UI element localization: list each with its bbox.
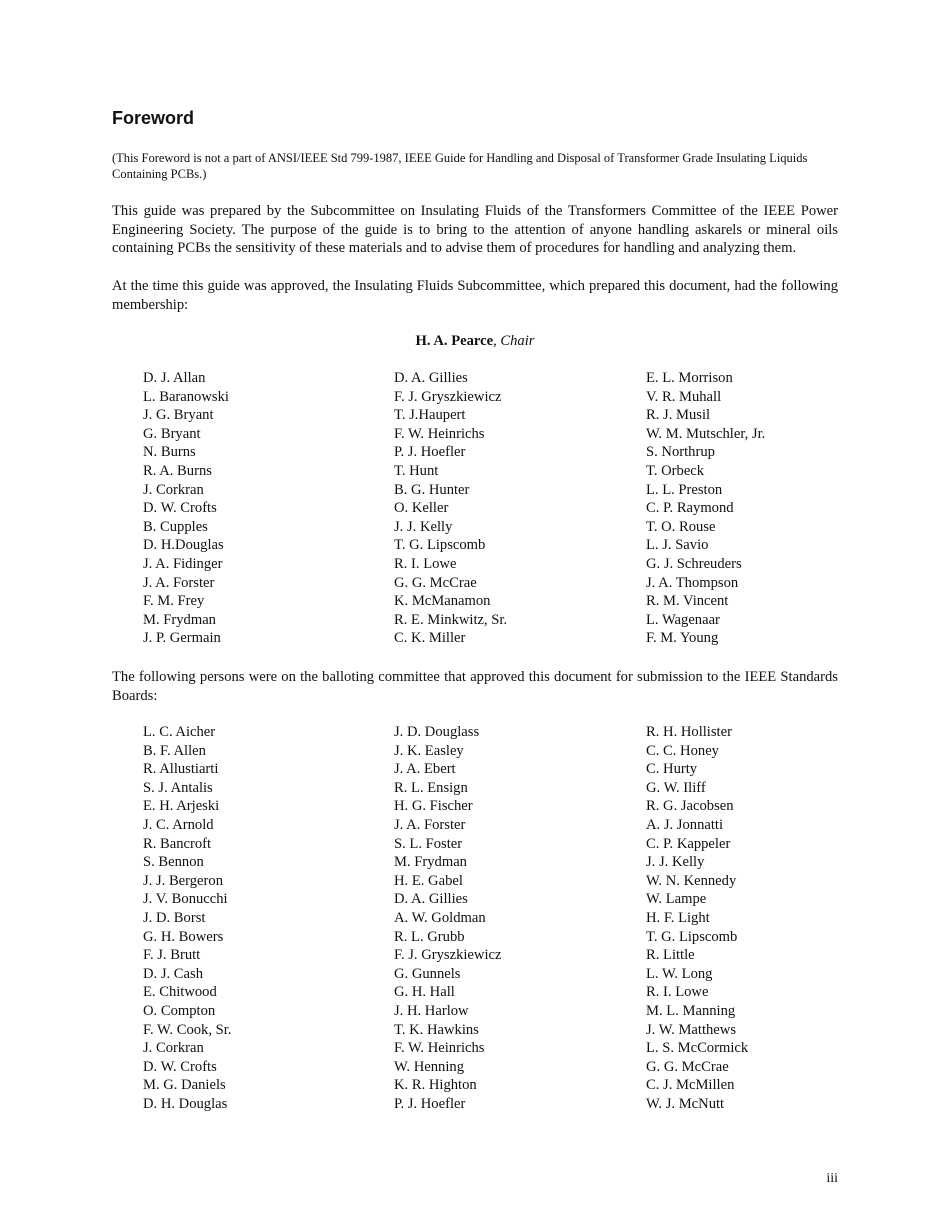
ballot-member-name: B. F. Allen (143, 742, 206, 759)
member-name: D. H.Douglas (143, 537, 224, 554)
member-name: D. J. Allan (143, 370, 206, 386)
member-name: T. Orbeck (646, 462, 705, 479)
member-name: G. G. McCrae (394, 574, 477, 591)
ballot-member-name: J. D. Borst (143, 909, 206, 926)
ballot-member-name: R. L. Grubb (394, 928, 465, 945)
member-name: J. A. Forster (143, 574, 215, 591)
member-name: G. J. Schreuders (646, 555, 742, 572)
member-name: D. W. Crofts (143, 500, 217, 517)
member-name: T. O. Rouse (646, 518, 716, 535)
member-name: L. J. Savio (646, 537, 709, 554)
member-name: R. E. Minkwitz, Sr. (394, 611, 508, 628)
ballot-member-name: G. Gunnels (394, 965, 461, 982)
member-name: J. P. Germain (143, 630, 221, 647)
member-name: P. J. Hoefler (394, 444, 466, 461)
page-title: Foreword (112, 108, 195, 128)
member-name: D. A. Gillies (394, 370, 468, 386)
member-name: E. L. Morrison (646, 370, 733, 386)
ballot-member-name: T. G. Lipscomb (646, 928, 738, 945)
member-name: V. R. Muhall (646, 388, 722, 405)
ballot-paragraph: The following persons were on the balloting committee that approved this document for submission to the IEEE Standards Boards: (112, 669, 838, 704)
ballot-member-name: G. W. Iliff (646, 779, 706, 796)
member-name: C. P. Raymond (646, 500, 734, 517)
ballot-member-name: J. Corkran (143, 1040, 204, 1057)
member-name: N. Burns (143, 444, 196, 461)
member-name: G. Bryant (143, 425, 201, 442)
ballot-member-name: E. H. Arjeski (143, 798, 220, 815)
member-name: B. Cupples (143, 518, 208, 535)
ballot-member-name: J. W. Matthews (646, 1021, 736, 1038)
member-name: C. K. Miller (394, 630, 466, 647)
member-name-column (646, 369, 765, 648)
ballot-member-name: J. K. Easley (394, 742, 464, 759)
member-name: R. M. Vincent (646, 593, 729, 610)
member-name: O. Keller (394, 500, 449, 517)
page-number: iii (826, 1171, 838, 1186)
ballot-member-name: W. N. Kennedy (646, 872, 737, 889)
ballot-member-name: L. C. Aicher (143, 724, 216, 740)
ballot-member-name: D. J. Cash (143, 965, 203, 982)
member-name: J. A. Fidinger (143, 555, 223, 572)
ballot-member-name: J. D. Douglass (394, 724, 480, 740)
member-name: L. Wagenaar (646, 611, 720, 628)
member-name: J. Corkran (143, 481, 204, 498)
ballot-member-name: D. W. Crofts (143, 1058, 217, 1075)
ballot-member-name: A. W. Goldman (394, 909, 486, 926)
ballot-member-name: F. W. Heinrichs (394, 1040, 485, 1057)
member-name: R. A. Burns (143, 462, 212, 479)
member-name: F. J. Gryszkiewicz (394, 388, 502, 405)
member-name: B. G. Hunter (394, 481, 470, 498)
ballot-member-name: D. H. Douglas (143, 1095, 228, 1112)
ballot-member-name: O. Compton (143, 1002, 216, 1019)
ballot-member-name: J. A. Forster (394, 816, 466, 833)
ballot-member-name: G. G. McCrae (646, 1058, 729, 1075)
ballot-member-name: F. J. Gryszkiewicz (394, 947, 502, 964)
ballot-member-name: J. V. Bonucchi (143, 891, 228, 908)
ballot-member-name: R. Little (646, 947, 695, 964)
member-name: W. M. Mutschler, Jr. (646, 425, 766, 442)
member-name: F. W. Heinrichs (394, 425, 485, 442)
ballot-member-name: F. J. Brutt (143, 947, 201, 964)
membership-paragraph: At the time this guide was approved, the Insulating Fluids Subcommittee, which prepared this document, had the following membership: (112, 278, 838, 313)
chair-line (112, 332, 838, 350)
ballot-member-name: R. H. Hollister (646, 724, 732, 740)
ballot-member-name: G. H. Hall (394, 984, 455, 1001)
member-name: K. McManamon (394, 593, 491, 610)
ballot-member-name: D. A. Gillies (394, 891, 468, 908)
member-name: F. M. Young (646, 630, 719, 647)
member-name: L. Baranowski (143, 388, 229, 405)
ballot-member-name: J. J. Bergeron (143, 872, 223, 889)
ballot-member-name: R. Allustiarti (143, 761, 219, 778)
member-name: M. Frydman (143, 611, 216, 628)
ballot-member-name: J. A. Ebert (394, 761, 456, 778)
ballot-member-name: S. J. Antalis (143, 779, 213, 796)
ballot-member-name: J. H. Harlow (394, 1002, 469, 1019)
ballot-member-name: A. J. Jonnatti (646, 816, 724, 833)
member-name-column (394, 369, 507, 648)
chair-separator: , (493, 333, 501, 349)
ballot-member-name: R. G. Jacobsen (646, 798, 734, 815)
chair-name: H. A. Pearce (415, 333, 494, 349)
member-name: J. J. Kelly (394, 518, 453, 535)
ballot-member-name: H. F. Light (646, 909, 710, 926)
ballot-member-name: P. J. Hoefler (394, 1095, 466, 1112)
ballot-member-name: S. L. Foster (394, 835, 463, 852)
ballot-member-name-column (394, 723, 501, 1113)
member-name: T. J.Haupert (394, 407, 466, 424)
member-name: L. L. Preston (646, 481, 723, 498)
ballot-member-name: M. Frydman (394, 854, 467, 871)
intro-paragraph: This guide was prepared by the Subcommittee on Insulating Fluids of the Transformers Committee of the IEEE Power Engineering Society. The purpose of the guide is to bring to the attention of anyone handling askarels or mineral oils containing PCBs the sensitivity of these materials and to advise them of procedures for handling and analyzing them. (112, 203, 838, 256)
ballot-member-name: W. Lampe (646, 891, 707, 908)
chair-title: Chair (500, 333, 535, 349)
ballot-member-name: M. G. Daniels (143, 1077, 226, 1094)
member-name: S. Northrup (646, 444, 715, 461)
ballot-member-name-column (143, 723, 231, 1113)
ballot-member-name: L. W. Long (646, 965, 713, 982)
ballot-member-name: R. I. Lowe (646, 984, 709, 1001)
ballot-member-name: H. E. Gabel (394, 872, 463, 889)
ballot-member-name: W. Henning (394, 1058, 464, 1075)
ballot-member-name: H. G. Fischer (394, 798, 473, 815)
member-name: F. M. Frey (143, 593, 205, 610)
ballot-member-name: R. L. Ensign (394, 779, 468, 796)
ballot-member-name: L. S. McCormick (646, 1040, 749, 1057)
ballot-member-name: W. J. McNutt (646, 1095, 725, 1112)
foreword-note: (This Foreword is not a part of ANSI/IEEE Std 799-1987, IEEE Guide for Handling and Disposal of Transformer Grade Insulating Liquids Containing PCBs.) (112, 151, 808, 181)
ballot-member-name: R. Bancroft (143, 835, 212, 852)
ballot-member-name: F. W. Cook, Sr. (143, 1021, 232, 1038)
ballot-member-name: C. P. Kappeler (646, 835, 731, 852)
member-name: T. G. Lipscomb (394, 537, 486, 554)
member-name: J. G. Bryant (143, 407, 214, 424)
ballot-member-name: S. Bennon (143, 854, 204, 871)
member-name-column (143, 369, 229, 648)
member-name: R. J. Musil (646, 407, 711, 424)
ballot-member-name: C. J. McMillen (646, 1077, 735, 1094)
member-name: R. I. Lowe (394, 555, 457, 572)
ballot-member-name: T. K. Hawkins (394, 1021, 479, 1038)
ballot-member-name: C. Hurty (646, 761, 698, 778)
ballot-member-name: J. J. Kelly (646, 854, 705, 871)
ballot-member-name: M. L. Manning (646, 1002, 736, 1019)
ballot-member-name: G. H. Bowers (143, 928, 224, 945)
ballot-member-name: C. C. Honey (646, 742, 719, 759)
ballot-member-name-column (646, 723, 748, 1113)
ballot-member-name: J. C. Arnold (143, 816, 214, 833)
member-name: J. A. Thompson (646, 574, 739, 591)
member-name: T. Hunt (394, 462, 439, 479)
ballot-member-name: K. R. Highton (394, 1077, 477, 1094)
ballot-member-name: E. Chitwood (143, 984, 217, 1001)
